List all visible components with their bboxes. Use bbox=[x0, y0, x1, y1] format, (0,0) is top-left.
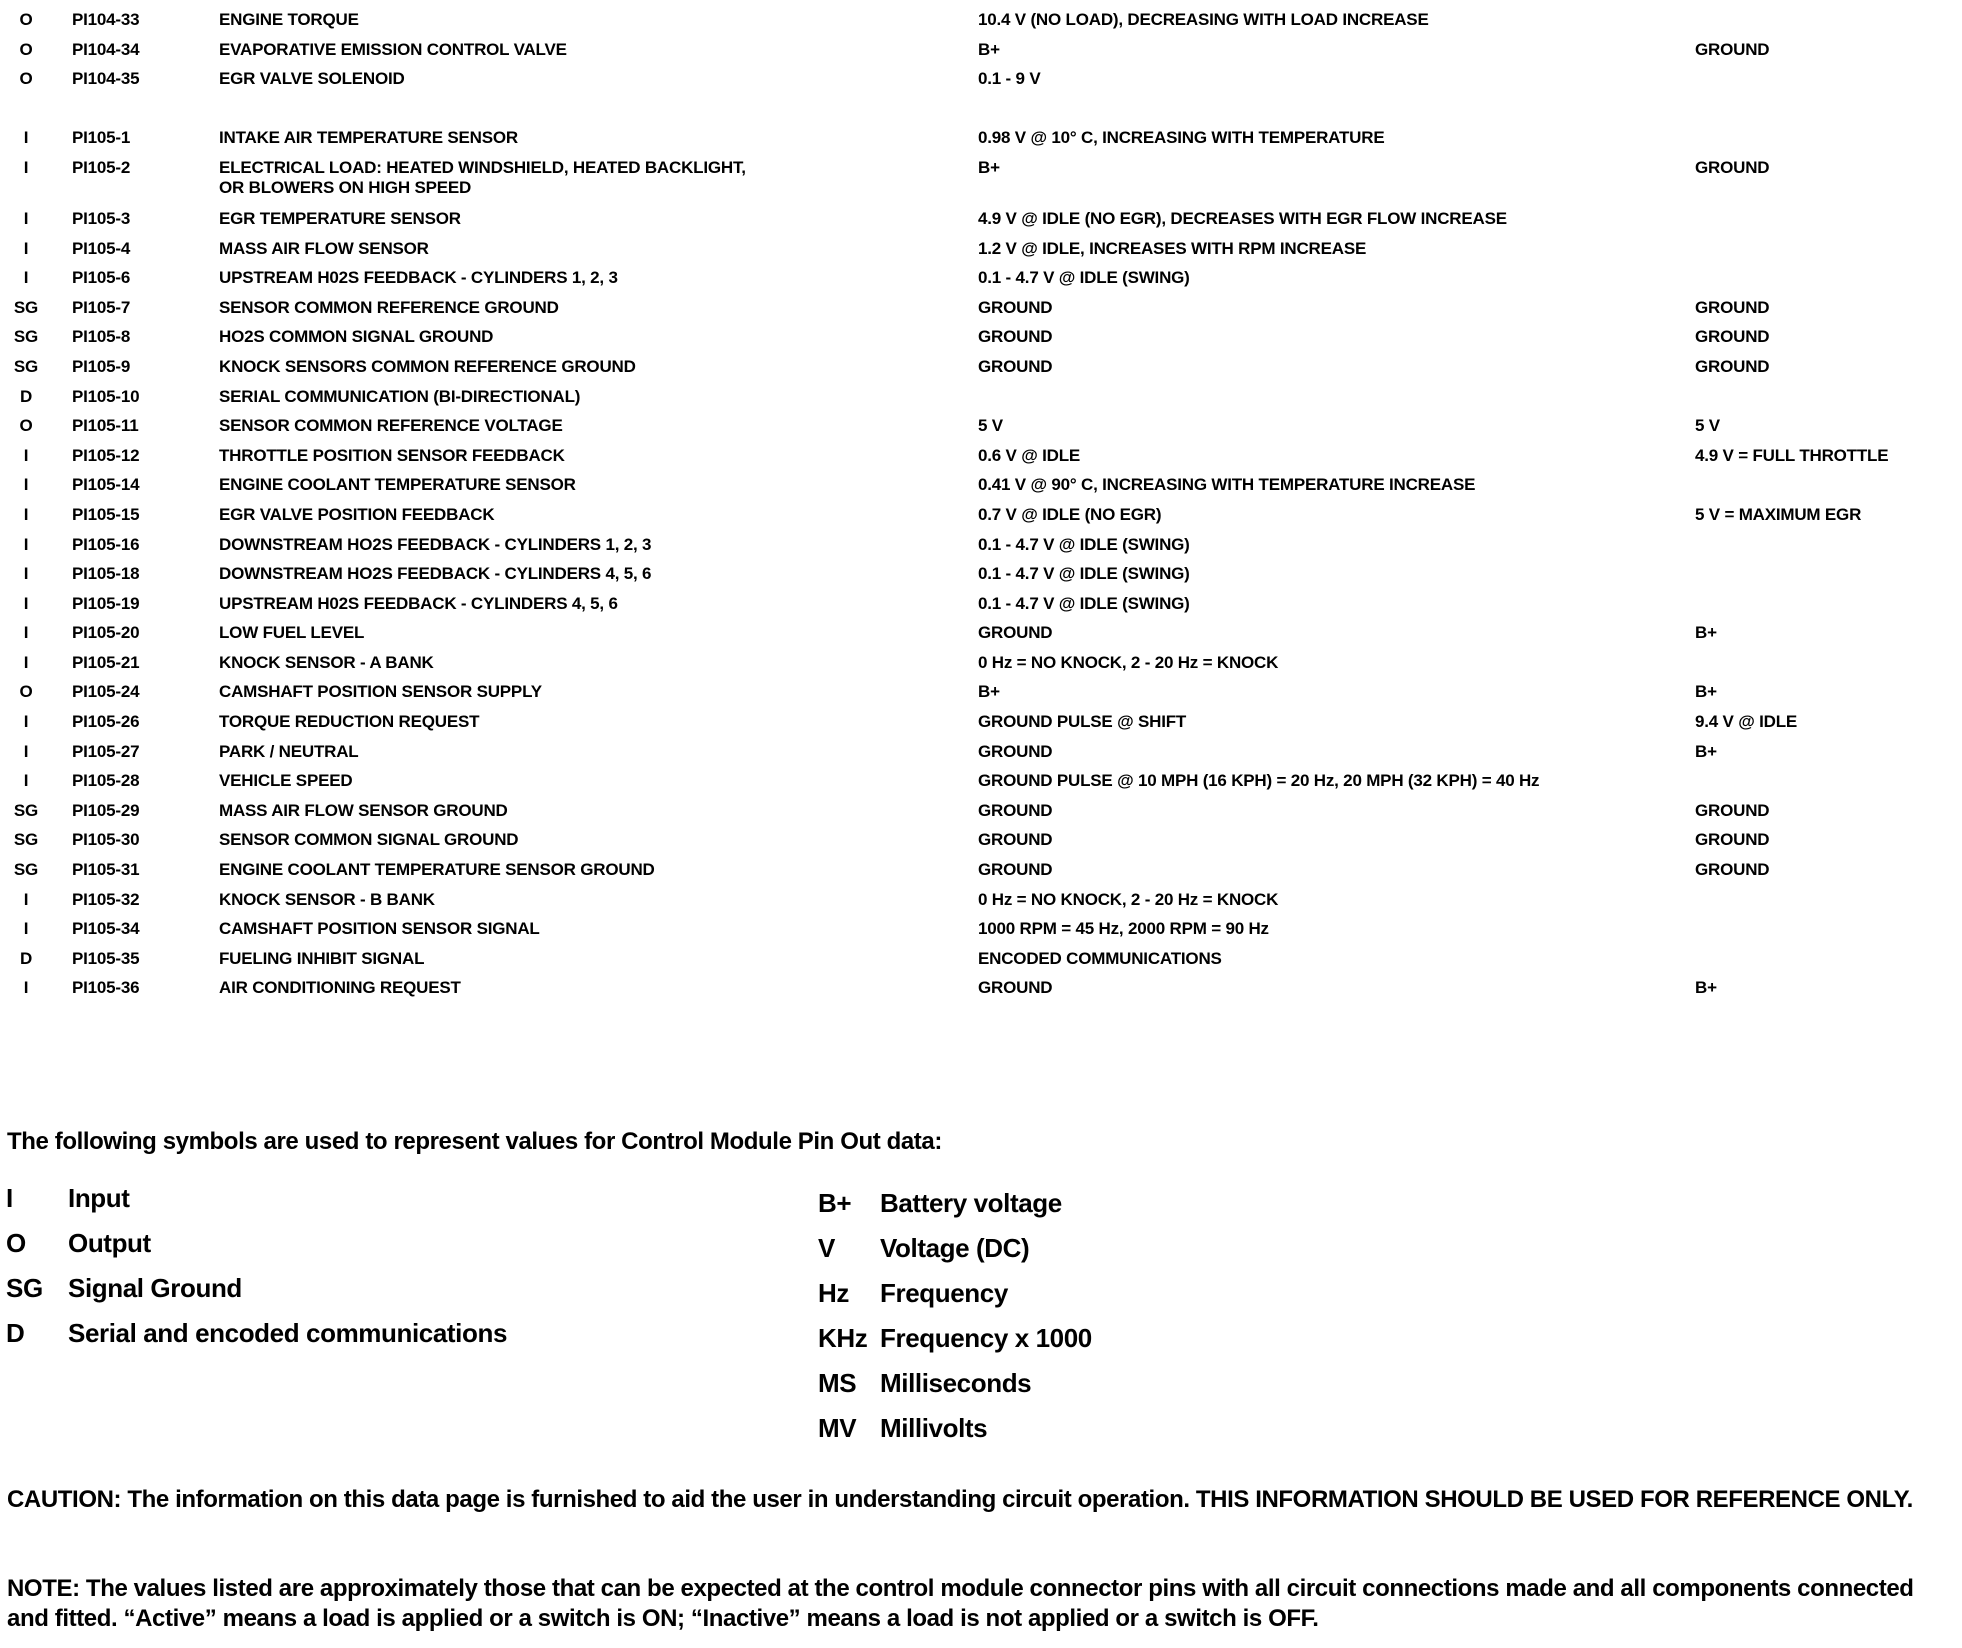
legend-meaning: Serial and encoded communications bbox=[68, 1318, 508, 1348]
pin-type-cell: O bbox=[19, 69, 33, 89]
pin-type-cell: I bbox=[23, 712, 29, 732]
active-value-cell: GROUND bbox=[978, 623, 1053, 643]
pin-type-cell: SG bbox=[13, 800, 39, 820]
pin-number-cell: PI105-24 bbox=[72, 682, 140, 702]
pin-number-cell: PI105-27 bbox=[72, 741, 140, 761]
pin-description-cell: CAMSHAFT POSITION SENSOR SIGNAL bbox=[219, 919, 540, 939]
legend-symbol: KHz bbox=[818, 1323, 868, 1353]
pin-type-cell: D bbox=[19, 948, 33, 968]
pin-description-cell: INTAKE AIR TEMPERATURE SENSOR bbox=[219, 128, 518, 148]
active-value-cell: 1000 RPM = 45 Hz, 2000 RPM = 90 Hz bbox=[978, 919, 1269, 939]
table-row bbox=[0, 501, 1962, 531]
pin-description-cell: KNOCK SENSORS COMMON REFERENCE GROUND bbox=[219, 356, 636, 376]
pin-number-cell: PI105-12 bbox=[72, 445, 140, 465]
pin-description-cell: DOWNSTREAM HO2S FEEDBACK - CYLINDERS 4, 5, 6 bbox=[219, 564, 652, 584]
caution-text: CAUTION: The information on this data page is furnished to aid the user in understanding circuit operation. THIS INFORMATION SHOULD BE USED FOR REFERENCE ONLY. bbox=[7, 1486, 1913, 1513]
active-value-cell: B+ bbox=[978, 682, 1000, 702]
active-value-cell: 0.1 - 4.7 V @ IDLE (SWING) bbox=[978, 268, 1190, 288]
active-value-cell: 10.4 V (NO LOAD), DECREASING WITH LOAD INCREASE bbox=[978, 10, 1429, 29]
pin-number-cell: PI105-15 bbox=[72, 504, 140, 524]
table-row bbox=[0, 649, 1962, 679]
pin-type-cell: I bbox=[23, 475, 29, 495]
table-row bbox=[0, 619, 1962, 649]
inactive-value-cell: 5 V bbox=[1695, 416, 1720, 436]
active-value-cell: 1.2 V @ IDLE, INCREASES WITH RPM INCREASE bbox=[978, 238, 1367, 258]
table-row bbox=[0, 826, 1962, 856]
active-value-cell: B+ bbox=[978, 39, 1000, 59]
pin-number-cell: PI105-6 bbox=[72, 268, 131, 288]
pin-description-cell: ENGINE COOLANT TEMPERATURE SENSOR bbox=[219, 475, 576, 495]
pin-description-cell: EVAPORATIVE EMISSION CONTROL VALVE bbox=[219, 39, 567, 59]
pin-number-cell: PI105-16 bbox=[72, 534, 140, 554]
table-row bbox=[0, 708, 1962, 738]
active-value-cell: B+ bbox=[978, 157, 1000, 177]
table-row bbox=[0, 36, 1962, 66]
pin-number-cell: PI105-26 bbox=[72, 712, 140, 732]
legend-meaning: Input bbox=[68, 1183, 130, 1213]
pin-description-cell: AIR CONDITIONING REQUEST bbox=[219, 978, 461, 998]
pin-number-cell: PI104-34 bbox=[72, 39, 140, 59]
pin-number-cell: PI105-8 bbox=[72, 327, 131, 347]
pin-number-cell: PI105-4 bbox=[72, 238, 131, 258]
pin-description-cell: ELECTRICAL LOAD: HEATED WINDSHIELD, HEATED BACKLIGHT, OR BLOWERS ON HIGH SPEED bbox=[219, 157, 746, 197]
pin-type-cell: I bbox=[23, 238, 29, 258]
pin-type-cell: I bbox=[23, 593, 29, 613]
legend-symbol: B+ bbox=[818, 1188, 852, 1218]
legend-symbol: MS bbox=[818, 1368, 857, 1398]
inactive-value-cell: GROUND bbox=[1695, 800, 1770, 820]
note-text: NOTE: The values listed are approximately those that can be expected at the control module connector pins with all circuit connections made and all components connected and fitted. “Active” means a load is applied or a switch is ON; “Inactive” means a load is not applied or a switch is OFF. bbox=[7, 1575, 1914, 1632]
table-row bbox=[0, 442, 1962, 472]
active-value-cell: GROUND bbox=[978, 356, 1053, 376]
pin-type-cell: I bbox=[23, 741, 29, 761]
pin-number-cell: PI105-34 bbox=[72, 919, 140, 939]
active-value-cell: GROUND bbox=[978, 830, 1053, 850]
inactive-value-cell: GROUND bbox=[1695, 297, 1770, 317]
legend-meaning: Battery voltage bbox=[880, 1188, 1062, 1218]
legend-symbol: MV bbox=[818, 1413, 857, 1443]
pin-type-cell: I bbox=[23, 623, 29, 643]
legend-meaning: Output bbox=[68, 1228, 151, 1258]
active-value-cell: 0.1 - 4.7 V @ IDLE (SWING) bbox=[978, 593, 1190, 613]
table-row bbox=[0, 560, 1962, 590]
legend-meaning: Milliseconds bbox=[880, 1368, 1032, 1398]
table-row bbox=[0, 915, 1962, 945]
pin-number-cell: PI105-21 bbox=[72, 652, 140, 672]
table-row bbox=[0, 856, 1962, 886]
pin-description-cell: THROTTLE POSITION SENSOR FEEDBACK bbox=[219, 445, 565, 465]
pin-number-cell: PI104-33 bbox=[72, 10, 140, 29]
table-row bbox=[0, 323, 1962, 353]
inactive-value-cell: GROUND bbox=[1695, 157, 1770, 177]
pin-description-cell: UPSTREAM H02S FEEDBACK - CYLINDERS 4, 5, 6 bbox=[219, 593, 618, 613]
pin-out-table bbox=[0, 6, 1962, 1004]
pin-description-cell: SENSOR COMMON SIGNAL GROUND bbox=[219, 830, 519, 850]
pin-number-cell: PI105-28 bbox=[72, 771, 140, 791]
pin-description-cell: EGR VALVE POSITION FEEDBACK bbox=[219, 504, 495, 524]
pin-type-cell: SG bbox=[13, 356, 39, 376]
active-value-cell: 0 Hz = NO KNOCK, 2 - 20 Hz = KNOCK bbox=[978, 652, 1279, 672]
pin-description-cell: ENGINE COOLANT TEMPERATURE SENSOR GROUND bbox=[219, 860, 655, 880]
table-row bbox=[0, 154, 1962, 205]
pin-description-cell: MASS AIR FLOW SENSOR GROUND bbox=[219, 800, 508, 820]
legend-meaning: Frequency bbox=[880, 1278, 1008, 1308]
active-value-cell: ENCODED COMMUNICATIONS bbox=[978, 948, 1222, 968]
table-row bbox=[0, 235, 1962, 265]
pin-type-cell: O bbox=[19, 10, 33, 29]
pin-number-cell: PI105-9 bbox=[72, 356, 131, 376]
pin-type-cell: I bbox=[23, 919, 29, 939]
pin-number-cell: PI105-30 bbox=[72, 830, 140, 850]
legend-meaning: Signal Ground bbox=[68, 1273, 242, 1303]
pin-number-cell: PI105-36 bbox=[72, 978, 140, 998]
pin-type-cell: I bbox=[23, 157, 29, 177]
inactive-value-cell: GROUND bbox=[1695, 860, 1770, 880]
pin-number-cell: PI105-20 bbox=[72, 623, 140, 643]
pin-number-cell: PI105-14 bbox=[72, 475, 140, 495]
pin-number-cell: PI105-35 bbox=[72, 948, 140, 968]
table-row bbox=[0, 264, 1962, 294]
pin-type-cell: I bbox=[23, 504, 29, 524]
row-spacer bbox=[0, 95, 1962, 125]
active-value-cell: 0.41 V @ 90° C, INCREASING WITH TEMPERATURE INCREASE bbox=[978, 475, 1476, 495]
table-row bbox=[0, 412, 1962, 442]
pin-number-cell: PI105-32 bbox=[72, 889, 140, 909]
pin-type-cell: I bbox=[23, 652, 29, 672]
table-row bbox=[0, 886, 1962, 916]
pin-number-cell: PI105-19 bbox=[72, 593, 140, 613]
pin-description-cell: UPSTREAM H02S FEEDBACK - CYLINDERS 1, 2, 3 bbox=[219, 268, 618, 288]
pin-number-cell: PI105-18 bbox=[72, 564, 140, 584]
pin-type-cell: SG bbox=[13, 297, 39, 317]
pin-description-cell: SENSOR COMMON REFERENCE VOLTAGE bbox=[219, 416, 563, 436]
legend-symbol: Hz bbox=[818, 1278, 849, 1308]
active-value-cell: 0.1 - 4.7 V @ IDLE (SWING) bbox=[978, 534, 1190, 554]
pin-type-cell: I bbox=[23, 889, 29, 909]
pin-number-cell: PI105-10 bbox=[72, 386, 140, 406]
inactive-value-cell: B+ bbox=[1695, 741, 1717, 761]
table-row bbox=[0, 353, 1962, 383]
pin-number-cell: PI105-29 bbox=[72, 800, 140, 820]
inactive-value-cell: GROUND bbox=[1695, 830, 1770, 850]
active-value-cell: GROUND bbox=[978, 860, 1053, 880]
pin-number-cell: PI105-31 bbox=[72, 860, 140, 880]
table-row bbox=[0, 6, 1962, 36]
pin-description-cell: FUELING INHIBIT SIGNAL bbox=[219, 948, 425, 968]
pin-number-cell: PI105-3 bbox=[72, 208, 131, 228]
pin-number-cell: PI105-1 bbox=[72, 128, 131, 148]
inactive-value-cell: B+ bbox=[1695, 978, 1717, 998]
pin-type-cell: O bbox=[19, 682, 33, 702]
inactive-value-cell: GROUND bbox=[1695, 327, 1770, 347]
pin-description-cell: EGR TEMPERATURE SENSOR bbox=[219, 208, 461, 228]
pin-number-cell: PI105-11 bbox=[72, 416, 139, 436]
pin-type-cell: O bbox=[19, 416, 33, 436]
pin-type-cell: SG bbox=[13, 327, 39, 347]
active-value-cell: GROUND bbox=[978, 741, 1053, 761]
legend-symbol: I bbox=[6, 1183, 13, 1213]
active-value-cell: 0.1 - 4.7 V @ IDLE (SWING) bbox=[978, 564, 1190, 584]
active-value-cell: 0 Hz = NO KNOCK, 2 - 20 Hz = KNOCK bbox=[978, 889, 1279, 909]
pin-type-cell: I bbox=[23, 771, 29, 791]
pin-description-cell: CAMSHAFT POSITION SENSOR SUPPLY bbox=[219, 682, 542, 702]
pin-description-cell: VEHICLE SPEED bbox=[219, 771, 353, 791]
pin-type-cell: I bbox=[23, 128, 29, 148]
active-value-cell: GROUND PULSE @ 10 MPH (16 KPH) = 20 Hz, 20 MPH (32 KPH) = 40 Hz bbox=[978, 771, 1540, 791]
active-value-cell: GROUND bbox=[978, 297, 1053, 317]
pin-description-cell: PARK / NEUTRAL bbox=[219, 741, 359, 761]
pin-type-cell: SG bbox=[13, 830, 39, 850]
legend-meaning: Voltage (DC) bbox=[880, 1233, 1030, 1263]
pin-number-cell: PI105-7 bbox=[72, 297, 131, 317]
pin-type-cell: I bbox=[23, 978, 29, 998]
active-value-cell: 5 V bbox=[978, 416, 1003, 436]
pin-type-cell: I bbox=[23, 564, 29, 584]
table-row bbox=[0, 945, 1962, 975]
pin-description-cell: KNOCK SENSOR - A BANK bbox=[219, 652, 434, 672]
inactive-value-cell: GROUND bbox=[1695, 39, 1770, 59]
table-row bbox=[0, 974, 1962, 1004]
pin-type-cell: I bbox=[23, 268, 29, 288]
pin-description-cell: DOWNSTREAM HO2S FEEDBACK - CYLINDERS 1, 2, 3 bbox=[219, 534, 652, 554]
active-value-cell: GROUND bbox=[978, 327, 1053, 347]
pin-type-cell: I bbox=[23, 445, 29, 465]
active-value-cell: GROUND bbox=[978, 978, 1053, 998]
legend-symbol: SG bbox=[6, 1273, 43, 1303]
table-row bbox=[0, 124, 1962, 154]
legend-meaning: Millivolts bbox=[880, 1413, 988, 1443]
pin-description-cell: ENGINE TORQUE bbox=[219, 10, 359, 29]
pin-description-cell: KNOCK SENSOR - B BANK bbox=[219, 889, 435, 909]
legend-symbol: D bbox=[6, 1318, 25, 1348]
table-row bbox=[0, 767, 1962, 797]
inactive-value-cell: 5 V = MAXIMUM EGR bbox=[1695, 504, 1862, 524]
table-row bbox=[0, 65, 1962, 95]
pin-description-cell: LOW FUEL LEVEL bbox=[219, 623, 365, 643]
table-row bbox=[0, 797, 1962, 827]
pin-description-cell: SENSOR COMMON REFERENCE GROUND bbox=[219, 297, 559, 317]
pin-type-cell: D bbox=[19, 386, 33, 406]
pin-type-cell: O bbox=[19, 39, 33, 59]
table-row bbox=[0, 678, 1962, 708]
pin-description-cell: MASS AIR FLOW SENSOR bbox=[219, 238, 429, 258]
table-row bbox=[0, 738, 1962, 768]
pin-type-cell: I bbox=[23, 534, 29, 554]
active-value-cell: 4.9 V @ IDLE (NO EGR), DECREASES WITH EGR FLOW INCREASE bbox=[978, 208, 1507, 228]
pin-number-cell: PI105-2 bbox=[72, 157, 131, 177]
pin-type-cell: I bbox=[23, 208, 29, 228]
active-value-cell: 0.1 - 9 V bbox=[978, 69, 1041, 89]
active-value-cell: GROUND bbox=[978, 800, 1053, 820]
table-row bbox=[0, 205, 1962, 235]
legend-symbol: V bbox=[818, 1233, 835, 1263]
legend-meaning: Frequency x 1000 bbox=[880, 1323, 1092, 1353]
pin-description-cell: SERIAL COMMUNICATION (BI-DIRECTIONAL) bbox=[219, 386, 581, 406]
inactive-value-cell: B+ bbox=[1695, 682, 1717, 702]
pin-type-cell: SG bbox=[13, 860, 39, 880]
pin-number-cell: PI104-35 bbox=[72, 69, 140, 89]
legend-symbol: O bbox=[6, 1228, 26, 1258]
pin-description-cell: EGR VALVE SOLENOID bbox=[219, 69, 405, 89]
inactive-value-cell: 4.9 V = FULL THROTTLE bbox=[1695, 445, 1889, 465]
active-value-cell: GROUND PULSE @ SHIFT bbox=[978, 712, 1187, 732]
active-value-cell: 0.7 V @ IDLE (NO EGR) bbox=[978, 504, 1162, 524]
inactive-value-cell: B+ bbox=[1695, 623, 1717, 643]
pin-description-cell: TORQUE REDUCTION REQUEST bbox=[219, 712, 480, 732]
table-row bbox=[0, 531, 1962, 561]
pin-description-cell: HO2S COMMON SIGNAL GROUND bbox=[219, 327, 494, 347]
table-row bbox=[0, 294, 1962, 324]
active-value-cell: 0.6 V @ IDLE bbox=[978, 445, 1081, 465]
legend-heading: The following symbols are used to represent values for Control Module Pin Out data: bbox=[7, 1128, 942, 1155]
inactive-value-cell: 9.4 V @ IDLE bbox=[1695, 712, 1798, 732]
active-value-cell: 0.98 V @ 10° C, INCREASING WITH TEMPERATURE bbox=[978, 128, 1385, 148]
table-row bbox=[0, 383, 1962, 413]
table-row bbox=[0, 471, 1962, 501]
table-row bbox=[0, 590, 1962, 620]
inactive-value-cell: GROUND bbox=[1695, 356, 1770, 376]
